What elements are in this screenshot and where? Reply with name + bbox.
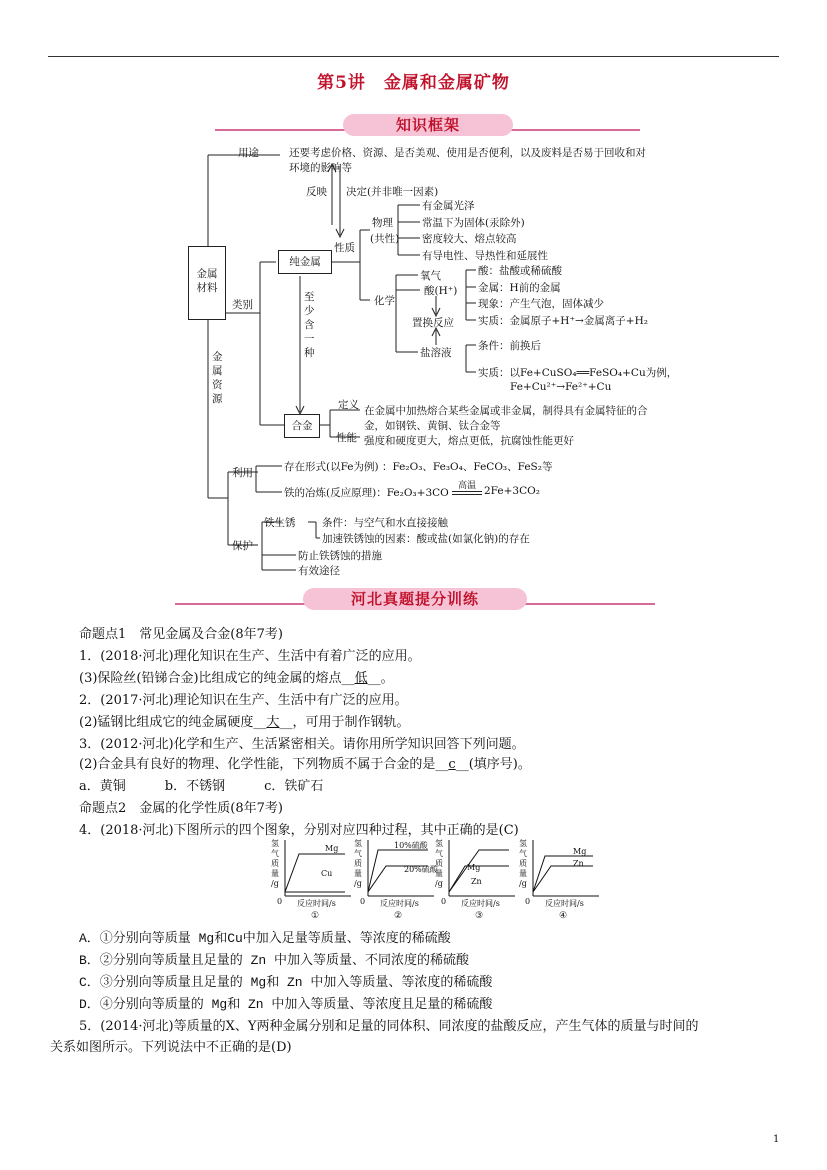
question-5-line2: 关系如图所示。下列说法中不正确的是(D) — [50, 1040, 292, 1055]
rust-accelerant: 加速铁锈蚀的因素：酸或盐(如氯化钠)的存在 — [322, 533, 530, 545]
graph-3-origin: 0 — [441, 897, 447, 906]
graph-1-number: ① — [310, 911, 320, 921]
graph-4-ylabel-part: 量 — [519, 869, 527, 878]
salt-label: 盐溶液 — [420, 347, 452, 359]
acid-item-2: 金属：H前的金属 — [478, 282, 561, 294]
graph-4-xlabel: 反应时间/s — [545, 899, 584, 908]
graph-3-ylabel-part: 量 — [435, 869, 443, 878]
category-label: 类别 — [232, 299, 253, 311]
graph-1-ylabel-part: 气 — [271, 849, 279, 858]
question-1: 1．(2018·河北)理化知识在生产、生活中有着广泛的应用。 — [79, 649, 421, 664]
question-4: 4．(2018·河北)下图所示的四个图象，分别对应四种过程，其中正确的是(C) — [79, 823, 519, 838]
graph-2-number: ② — [393, 911, 403, 921]
graph-4-curve-1 — [533, 856, 593, 892]
option-D: D．④分别向等质量的 Mg和 Zn 中加入等质量、等浓度且足量的稀硫酸 — [79, 997, 493, 1012]
pure-metal-box: 纯金属 — [278, 250, 332, 274]
physical-label: 物理 — [372, 217, 393, 229]
graph-2-curve-label-2: 20%硫酸 — [404, 865, 438, 874]
performance-label: 性能 — [336, 432, 357, 444]
phys-item-2: 常温下为固体(汞除外) — [422, 217, 525, 229]
graph-4-ylabel-part: 质 — [519, 859, 527, 868]
graph-1-xlabel: 反应时间/s — [297, 899, 336, 908]
branch-use: 用途 — [238, 147, 259, 159]
graph-3-number: ③ — [474, 911, 484, 921]
option-A: A．①分别向等质量 Mg和Cu中加入足量等质量、等浓度的稀硫酸 — [79, 931, 451, 946]
definition-text-1: 在金属中加热熔合某些金属或非金属，制得具有金属特征的合 — [364, 405, 648, 417]
graph-3-ylabel-part: 气 — [435, 849, 443, 858]
graph-2-ylabel-part: 量 — [354, 869, 362, 878]
protect-label: 保护 — [232, 540, 253, 552]
oxygen-label: 氧气 — [420, 270, 441, 282]
property-label: 性质 — [334, 242, 355, 254]
root-box: 金属材料 — [188, 246, 226, 320]
definition-label: 定义 — [338, 399, 359, 411]
banner-framework-label: 知识框架 — [343, 114, 513, 136]
graph-1-ylabel-part: 质 — [271, 859, 279, 868]
graph-4-ylabel-part: 气 — [519, 849, 527, 858]
at-least-one-label: 至少含一种 — [304, 291, 315, 359]
answer-3: c — [448, 757, 456, 772]
alloy-box: 合金 — [284, 414, 320, 438]
point1-heading: 命题点1 常见金属及合金(8年7考) — [79, 627, 283, 642]
acid-item-1: 酸：盐酸或稀硫酸 — [478, 265, 562, 277]
page-title: 第5讲 金属和金属矿物 — [317, 73, 510, 93]
graph-1-ylabel-part: 量 — [271, 869, 279, 878]
question-2: 2．(2017·河北)理论知识在生产、生活中有广泛的应用。 — [79, 693, 408, 708]
definition-text-2: 金，如钢铁、黄铜、钛合金等 — [364, 420, 501, 432]
graph-3-ylabel-part: 质 — [435, 859, 443, 868]
rust-condition: 条件：与空气和水直接接触 — [322, 517, 448, 529]
use-text-1: 还要考虑价格、资源、是否美观、使用是否便利，以及废料是否易于回收和对 — [289, 147, 646, 159]
question-3: 3．(2012·河北)化学和生产、生活紧密相关。请你用所学知识回答下列问题。 — [79, 737, 525, 752]
graph-2-ylabel-part: 气 — [354, 849, 362, 858]
phys-item-3: 密度较大、熔点较高 — [422, 233, 517, 245]
resource-label: 金属资源 — [212, 351, 223, 405]
existence-text: 存在形式(以Fe为例) ：Fe₂O₃、Fe₃O₄、FeCO₃、FeS₂等 — [284, 461, 553, 473]
graph-1-curve-label-1: Mg — [325, 844, 339, 853]
graph-4-number: ④ — [558, 911, 568, 921]
question-3-sub: (2)合金具有良好的物理、化学性能，下列物质不属于合金的是__c__(填序号)。 — [79, 757, 531, 772]
acid-item-4: 实质：金属原子+H⁺→金属离子+H₂ — [478, 315, 648, 327]
smelting-text: 铁的冶炼(反应原理)：Fe₂O₃+3CO — [284, 487, 449, 499]
graph-3-ylabel-part: 氢 — [435, 839, 443, 848]
graph-3-curve-label-2: Zn — [471, 877, 482, 886]
banner-practice — [175, 588, 655, 610]
displacement-label: 置换反应 — [412, 317, 454, 329]
smelting-product: 2Fe+3CO₂ — [484, 485, 540, 497]
answer-1: 低 — [354, 671, 368, 686]
rust-label: 铁生锈 — [264, 517, 296, 529]
graph-2-ylabel-part: 氢 — [354, 839, 362, 848]
graph-1-ylabel-part: 氢 — [271, 839, 279, 848]
salt-essence-1: 实质：以Fe+CuSO₄══FeSO₄+Cu为例， — [478, 367, 678, 379]
reflect-label: 反映 — [306, 186, 327, 198]
salt-condition: 条件：前换后 — [478, 340, 541, 352]
acid-item-3: 现象：产生气泡，固体减少 — [478, 298, 604, 310]
chemical-label: 化学 — [374, 295, 395, 307]
graph-2-curve-label-1: 10%硫酸 — [394, 841, 428, 850]
option-B: B．②分别向等质量且足量的 Zn 中加入等质量、不同浓度的稀硫酸 — [79, 953, 470, 968]
graph-4-curve-label-1: Mg — [573, 847, 587, 856]
acid-label: 酸(H⁺) — [424, 285, 458, 297]
graph-2-origin: 0 — [360, 897, 366, 906]
graph-2-xlabel: 反应时间/s — [380, 899, 419, 908]
question-5-line1: 5．(2014·河北)等质量的X、Y两种金属分别和足量的同体积、同浓度的盐酸反应，产生气体的质量与时间的 — [79, 1019, 699, 1034]
effective-way: 有效途径 — [298, 565, 340, 577]
graph-4-curve-label-2: Zn — [573, 859, 584, 868]
question-2-sub: (2)锰钢比组成它的纯金属硬度__大__，可用于制作钢轨。 — [79, 715, 410, 730]
graph-3-ylabel-part: /g — [435, 879, 443, 888]
answer-2: 大 — [266, 715, 280, 730]
question-1-sub: (3)保险丝(铅锑合金)比组成它的纯金属的熔点__低__。 — [79, 671, 394, 686]
option-C: C．③分别向等质量且足量的 Mg和 Zn 中加入等质量、等浓度的稀硫酸 — [79, 975, 493, 990]
graph-2-ylabel-part: 质 — [354, 859, 362, 868]
prevent-rust: 防止铁锈蚀的措施 — [298, 550, 382, 562]
graph-3-curve-label-1: Mg — [467, 863, 481, 872]
graph-1-ylabel-part: /g — [271, 879, 279, 888]
common-label: (共性) — [370, 233, 400, 245]
point2-heading: 命题点2 金属的化学性质(8年7考) — [79, 801, 283, 816]
reaction-arrow-top — [452, 491, 482, 492]
salt-essence-2: Fe+Cu²⁺→Fe²⁺+Cu — [510, 381, 612, 393]
reaction-arrow-bottom — [452, 494, 482, 495]
graph-4-origin: 0 — [525, 897, 531, 906]
graph-3-xlabel: 反应时间/s — [461, 899, 500, 908]
graph-2-ylabel-part: /g — [354, 879, 362, 888]
banner-practice-label: 河北真题提分训练 — [303, 588, 527, 610]
performance-text: 强度和硬度更大，熔点更低，抗腐蚀性能更好 — [364, 435, 574, 447]
utilize-label: 利用 — [232, 467, 253, 479]
graph-4-ylabel-part: /g — [519, 879, 527, 888]
graph-4-curve-2 — [533, 866, 593, 892]
phys-item-4: 有导电性、导热性和延展性 — [422, 250, 548, 262]
question-3-options: a．黄铜 b．不锈钢 c．铁矿石 — [79, 779, 324, 794]
question-4-graphs — [0, 836, 827, 926]
phys-item-1: 有金属光泽 — [422, 200, 475, 212]
decide-label: 决定(并非唯一因素) — [346, 186, 439, 198]
graph-4-ylabel-part: 氢 — [519, 839, 527, 848]
page-number: 1 — [773, 1134, 780, 1145]
use-text-2: 环境的影响等 — [289, 162, 352, 174]
graph-1-curve-label-2: Cu — [321, 869, 333, 878]
high-temp-label: 高温 — [458, 481, 477, 491]
graph-1-origin: 0 — [277, 897, 283, 906]
graph-1-curve-1 — [285, 854, 345, 892]
